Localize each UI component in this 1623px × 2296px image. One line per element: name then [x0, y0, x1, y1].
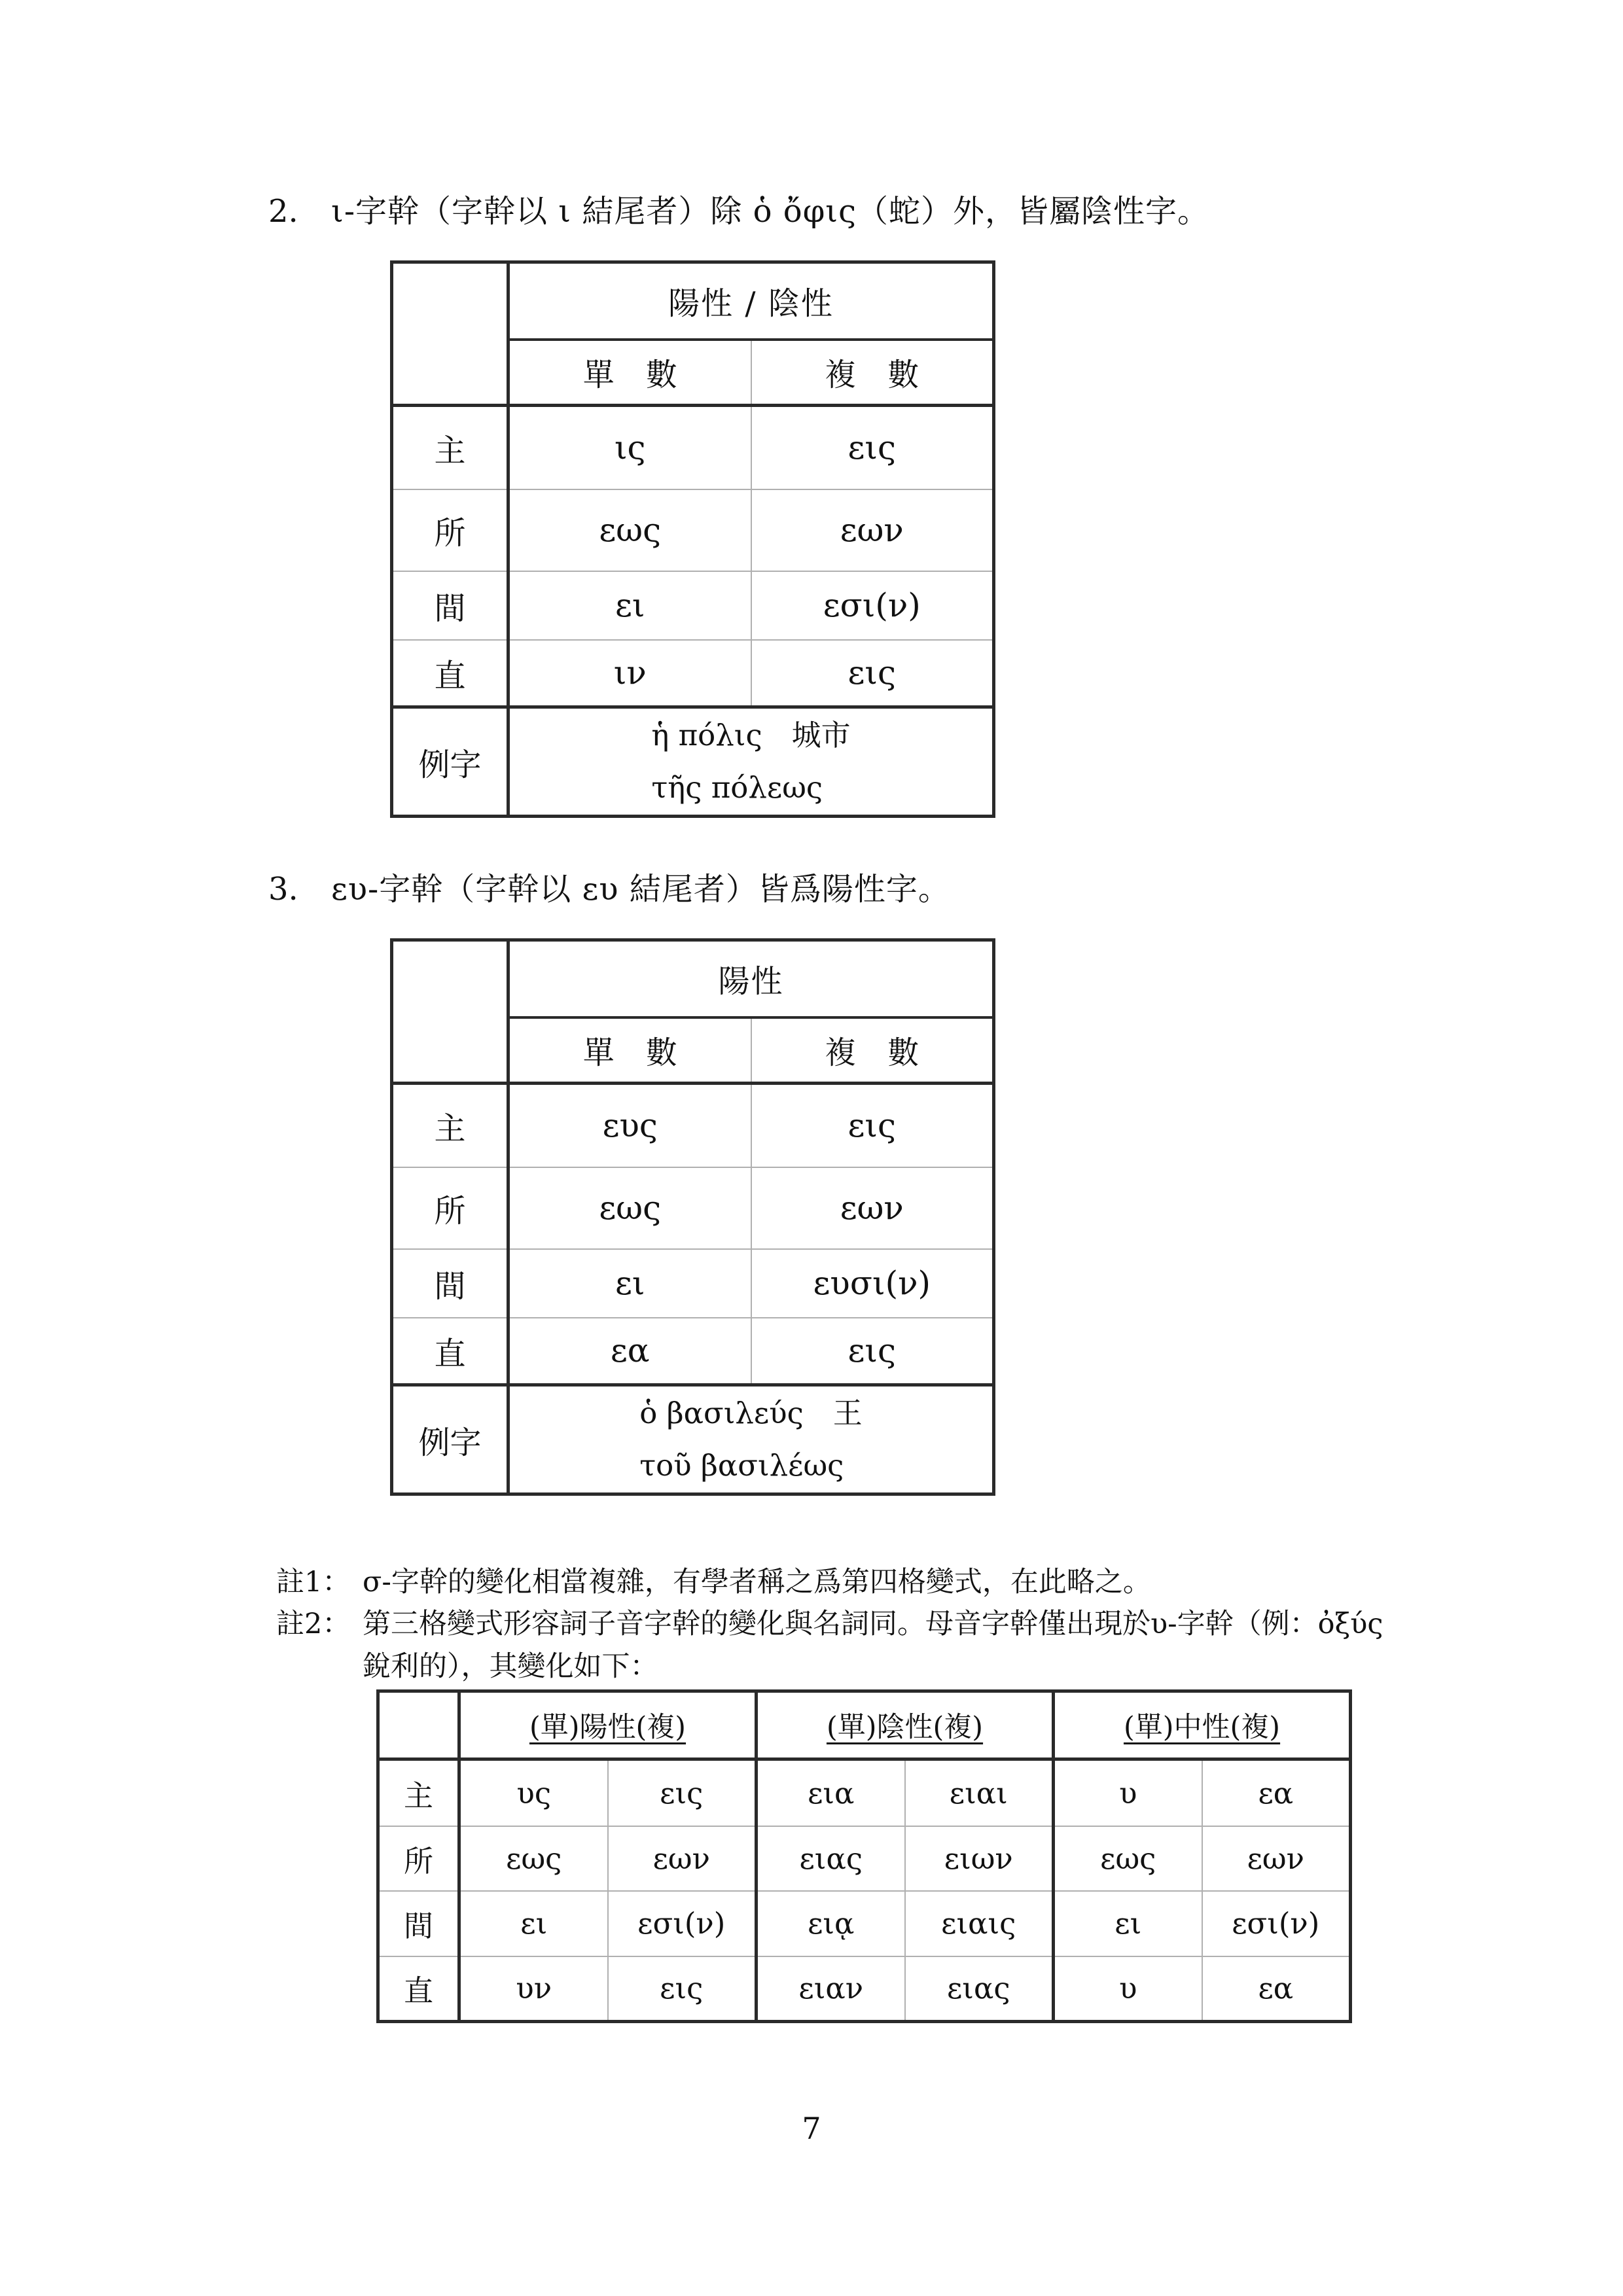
- case-label-genitive: 所: [378, 1826, 459, 1891]
- ending-cell: εα: [508, 1318, 751, 1385]
- ending-cell: υν: [459, 1956, 608, 2022]
- table-row: [392, 1385, 994, 1494]
- ending-cell: εια: [757, 1759, 905, 1826]
- ending-cell: εις: [751, 1084, 994, 1167]
- eu-stem-table: [390, 938, 995, 1496]
- section-3-number: 3.: [268, 871, 298, 908]
- case-label-nominative: 主: [378, 1759, 459, 1826]
- ending-cell: εων: [1202, 1826, 1351, 1891]
- note-2: [276, 1603, 1383, 1687]
- ending-cell: υ: [1054, 1759, 1202, 1826]
- ending-cell: εων: [751, 1167, 994, 1249]
- table-row: [392, 1249, 994, 1318]
- ending-cell: εις: [751, 1318, 994, 1385]
- ending-cell: εα: [1202, 1956, 1351, 2022]
- case-label-genitive: 所: [392, 489, 508, 571]
- ending-cell: εως: [508, 1167, 751, 1249]
- table-row: [392, 489, 994, 571]
- section-2-heading: [268, 194, 1209, 230]
- ending-cell: ειᾳ: [757, 1891, 905, 1956]
- iota-stem-table: [390, 260, 995, 818]
- section-2-text: ι-字幹（字幹以 ι 結尾者）除 ὁ ὄφις（蛇）外，皆屬陰性字。: [331, 193, 1210, 230]
- corner-cell: [392, 262, 508, 406]
- ending-cell: υ: [1054, 1956, 1202, 2022]
- gender-header-cell: 陽性: [508, 940, 994, 1017]
- feminine-header-cell: (單)陰性(複): [757, 1691, 1054, 1759]
- page-number: 7: [802, 2111, 821, 2146]
- example-word-line2: τῆς πόλεως: [651, 770, 823, 805]
- case-label-genitive: 所: [392, 1167, 508, 1249]
- table-row: [392, 1167, 994, 1249]
- table-row: [392, 406, 994, 489]
- ending-cell: ειαι: [905, 1759, 1054, 1826]
- ending-cell: ει: [1054, 1891, 1202, 1956]
- ending-cell: εων: [751, 489, 994, 571]
- singular-header-cell: 單 數: [508, 340, 751, 406]
- case-label-accusative: 直: [392, 640, 508, 707]
- note-1: [276, 1561, 1151, 1604]
- note-1-label: 註1：: [276, 1566, 351, 1598]
- example-label-cell: 例字: [392, 1385, 508, 1494]
- example-word-line1: ὁ βασιλεύς 王: [639, 1395, 863, 1430]
- ending-cell: εα: [1202, 1759, 1351, 1826]
- note-1-text: σ-字幹的變化相當複雜，有學者稱之爲第四格變式，在此略之。: [363, 1566, 1151, 1598]
- ending-cell: ευσι(ν): [751, 1249, 994, 1318]
- case-label-nominative: 主: [392, 1084, 508, 1167]
- ending-cell: ειαν: [757, 1956, 905, 2022]
- corner-cell: [378, 1691, 459, 1759]
- plural-header-cell: 複 數: [751, 340, 994, 406]
- ending-cell: εις: [751, 640, 994, 707]
- case-label-dative: 間: [378, 1891, 459, 1956]
- ending-cell: ειας: [905, 1956, 1054, 2022]
- table-row: [378, 1956, 1351, 2022]
- table-row: [392, 707, 994, 817]
- gender-header-cell: 陽性 / 陰性: [508, 262, 994, 340]
- ending-cell: εις: [608, 1956, 757, 2022]
- ending-cell: εως: [508, 489, 751, 571]
- case-label-dative: 間: [392, 1249, 508, 1318]
- ending-cell: ιν: [508, 640, 751, 707]
- case-label-accusative: 直: [378, 1956, 459, 2022]
- singular-header-cell: 單 數: [508, 1017, 751, 1084]
- case-label-nominative: 主: [392, 406, 508, 489]
- table-row: [378, 1891, 1351, 1956]
- table-row: [392, 1084, 994, 1167]
- note-2-line2: 銳利的），其變化如下：: [363, 1650, 658, 1683]
- table-row: [392, 262, 994, 340]
- table-row: [392, 571, 994, 640]
- ending-cell: εσι(ν): [1202, 1891, 1351, 1956]
- neuter-header-cell: (單)中性(複): [1054, 1691, 1351, 1759]
- table-row: [378, 1691, 1351, 1759]
- ending-cell: εις: [751, 406, 994, 489]
- example-word-line2: τοῦ βασιλέως: [639, 1448, 844, 1483]
- table-row: [392, 940, 994, 1017]
- example-cell: [508, 707, 994, 817]
- ending-cell: ει: [508, 1249, 751, 1318]
- ending-cell: εων: [608, 1826, 757, 1891]
- ending-cell: ις: [614, 429, 646, 467]
- table-row: [378, 1826, 1351, 1891]
- table-row: [392, 1318, 994, 1385]
- example-cell: [508, 1385, 994, 1494]
- masculine-header-cell: (單)陽性(複): [459, 1691, 757, 1759]
- ending-cell: ειαις: [905, 1891, 1054, 1956]
- case-label-dative: 間: [392, 571, 508, 640]
- plural-header-cell: 複 數: [751, 1017, 994, 1084]
- ending-cell: ειας: [757, 1826, 905, 1891]
- case-label-accusative: 直: [392, 1318, 508, 1385]
- ending-cell: εσι(ν): [608, 1891, 757, 1956]
- note-2-line1: 第三格變式形容詞子音字幹的變化與名詞同。母音字幹僅出現於υ-字幹（例：ὀξύς: [363, 1608, 1383, 1640]
- ending-cell: εως: [1054, 1826, 1202, 1891]
- table-row: [392, 640, 994, 707]
- ending-cell: εσι(ν): [751, 571, 994, 640]
- ending-cell: εις: [608, 1759, 757, 1826]
- corner-cell: [392, 940, 508, 1084]
- section-3-text: ευ-字幹（字幹以 ευ 結尾者）皆爲陽性字。: [331, 871, 950, 908]
- example-label-cell: 例字: [392, 707, 508, 817]
- ending-cell: ευς: [602, 1106, 658, 1145]
- note-2-label: 註2：: [276, 1608, 351, 1640]
- ending-cell: ει: [508, 571, 751, 640]
- ending-cell: υς: [516, 1775, 552, 1810]
- ending-cell: εως: [459, 1826, 608, 1891]
- adjective-u-stem-table: [376, 1689, 1352, 2023]
- ending-cell: ειων: [905, 1826, 1054, 1891]
- table-row: [378, 1759, 1351, 1826]
- section-3-heading: [268, 872, 950, 908]
- section-2-number: 2.: [268, 193, 298, 230]
- ending-cell: ει: [459, 1891, 608, 1956]
- example-word-line1: ἡ πόλις 城市: [651, 717, 851, 752]
